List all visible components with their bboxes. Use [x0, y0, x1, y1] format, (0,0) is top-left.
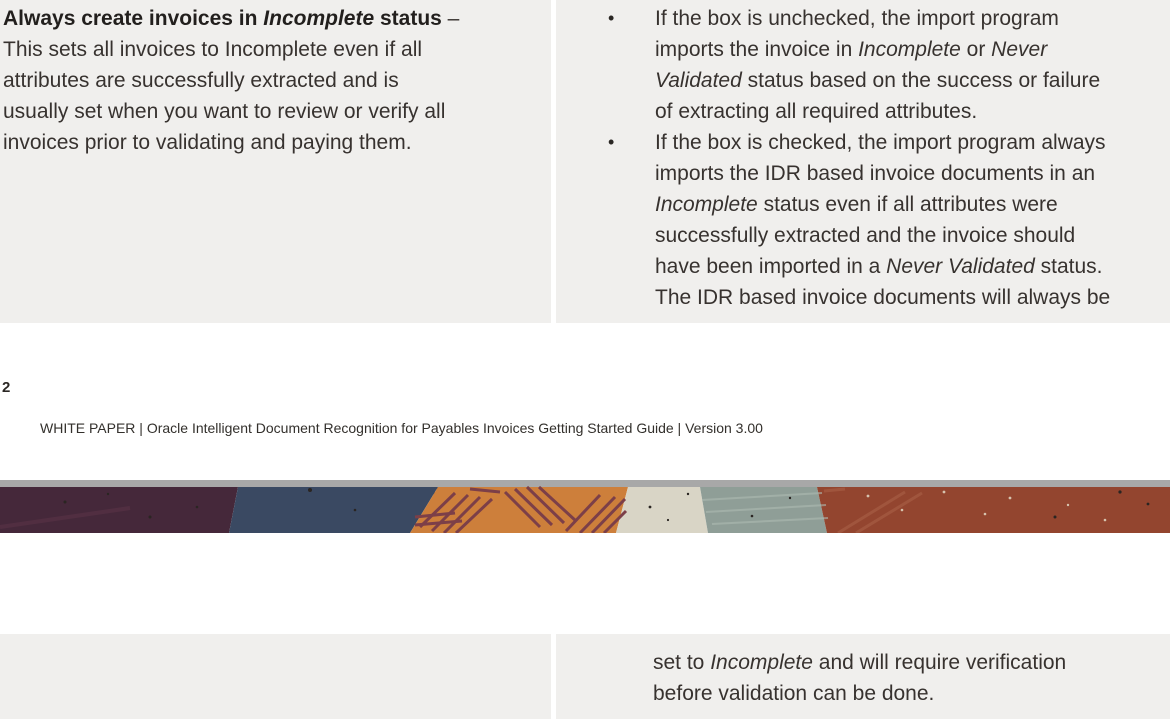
bullet1-line4: of extracting all required attributes.: [655, 100, 978, 123]
continuation-line2: before validation can be done.: [653, 682, 935, 705]
bullet-item-1: [556, 3, 1170, 127]
heading-bold-suffix: status: [374, 7, 442, 30]
body-line: invoices prior to validating and paying them.: [3, 131, 412, 154]
decorative-art-band: [0, 480, 1170, 533]
top-right-content: [556, 0, 1170, 313]
heading-line: [3, 3, 551, 34]
page-number: 2: [2, 379, 11, 396]
italic-segment: Incomplete: [858, 38, 961, 61]
bullet2-line4: successfully extracted and the invoice should: [655, 224, 1076, 247]
text-segment: have been imported in a: [655, 255, 887, 278]
bullet2-line2: imports the IDR based invoice documents in an: [655, 162, 1096, 185]
bullet2-line5: [556, 251, 1170, 282]
bullet2-line1: If the box is checked, the import program always: [655, 131, 1106, 154]
art-band-svg: [0, 480, 1170, 533]
band-segment-navy: [229, 487, 438, 533]
text-segment: and will require verification: [812, 651, 1067, 674]
bullet-icon: •: [608, 8, 615, 28]
italic-segment: Never: [991, 38, 1048, 61]
text-segment: status based on the success or failure: [741, 69, 1101, 92]
bullet1-line1: If the box is unchecked, the import program: [655, 7, 1059, 30]
body-line: attributes are successfully extracted and is: [3, 69, 399, 92]
heading-italic: Incomplete: [263, 7, 375, 30]
text-segment: status even if all attributes were: [757, 193, 1058, 216]
italic-segment: Incomplete: [710, 651, 813, 674]
bottom-right-cell: [556, 634, 1170, 719]
bullet2-line3: [556, 189, 1170, 220]
continuation-line1: [556, 647, 1170, 678]
text-segment: status.: [1034, 255, 1103, 278]
bullet1-line3: [556, 65, 1170, 96]
body-line: usually set when you want to review or verify all: [3, 100, 446, 123]
separator-bar: [0, 480, 1170, 487]
top-left-content: [0, 0, 551, 158]
bottom-left-cell: [0, 634, 551, 719]
bottom-right-content: [556, 634, 1170, 709]
text-segment: set to: [653, 651, 711, 674]
heading-dash: –: [441, 7, 460, 30]
top-right-cell: [556, 0, 1170, 323]
top-left-cell: [0, 0, 551, 323]
italic-segment: Never Validated: [886, 255, 1035, 278]
band-segment-cream: [616, 487, 708, 533]
body-line: This sets all invoices to Incomplete even if all: [3, 38, 423, 61]
text-segment: imports the invoice in: [655, 38, 859, 61]
bullet2-line6: The IDR based invoice documents will always be: [655, 286, 1111, 309]
heading-bold: Always create invoices in: [3, 7, 264, 30]
bullet-item-2: [556, 127, 1170, 313]
italic-segment: Validated: [655, 69, 742, 92]
italic-segment: Incomplete: [655, 193, 758, 216]
bullet-icon: •: [608, 132, 615, 152]
bullet1-line2: [556, 34, 1170, 65]
text-segment: or: [960, 38, 992, 61]
footer-line1: WHITE PAPER | Oracle Intelligent Document Recognition for Payables Invoices Getting Started Guide | Version 3.00: [40, 420, 763, 436]
